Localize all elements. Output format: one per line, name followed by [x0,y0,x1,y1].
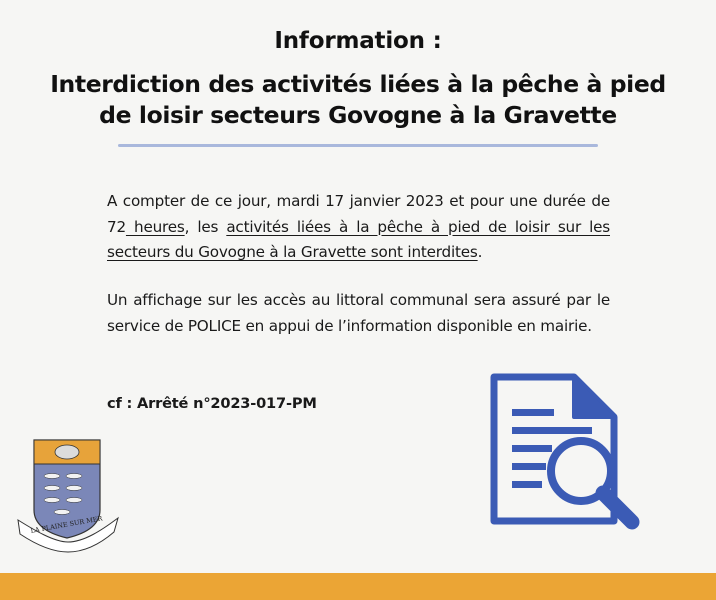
title-line-2: de loisir secteurs Govogne à la Gravette [99,101,617,129]
p1-text-a: A compter de ce jour, mardi 17 janvier 2023 et pour une durée de 72 [107,192,610,236]
p1-prohibition-underlined: activités liées à la pêche à pied de loisir sur les secteurs du Govogne à la Gravette sont interdites [107,217,610,261]
paragraph-display-notice: Un affichage sur les accès au littoral communal sera assuré par le service de POLICE en appui de l’information disponible en mairie. [107,291,610,335]
decree-reference: cf : Arrêté n°2023-017-PM [107,395,317,412]
paragraph-announcement [107,189,610,266]
info-label: Information : [274,28,442,54]
title-line-1: Interdiction des activités liées à la pêche à pied [50,70,666,98]
footer-bar [0,573,716,600]
page-title [0,69,716,131]
title-divider [118,144,598,147]
p1-text-c: , les [184,217,227,236]
p1-duration-underlined: heures [125,217,185,236]
crest-motto: LA PLAINE SUR MER [30,514,104,535]
town-crest [14,438,122,556]
document-search-icon [486,371,646,533]
p1-text-e: . [477,243,483,261]
